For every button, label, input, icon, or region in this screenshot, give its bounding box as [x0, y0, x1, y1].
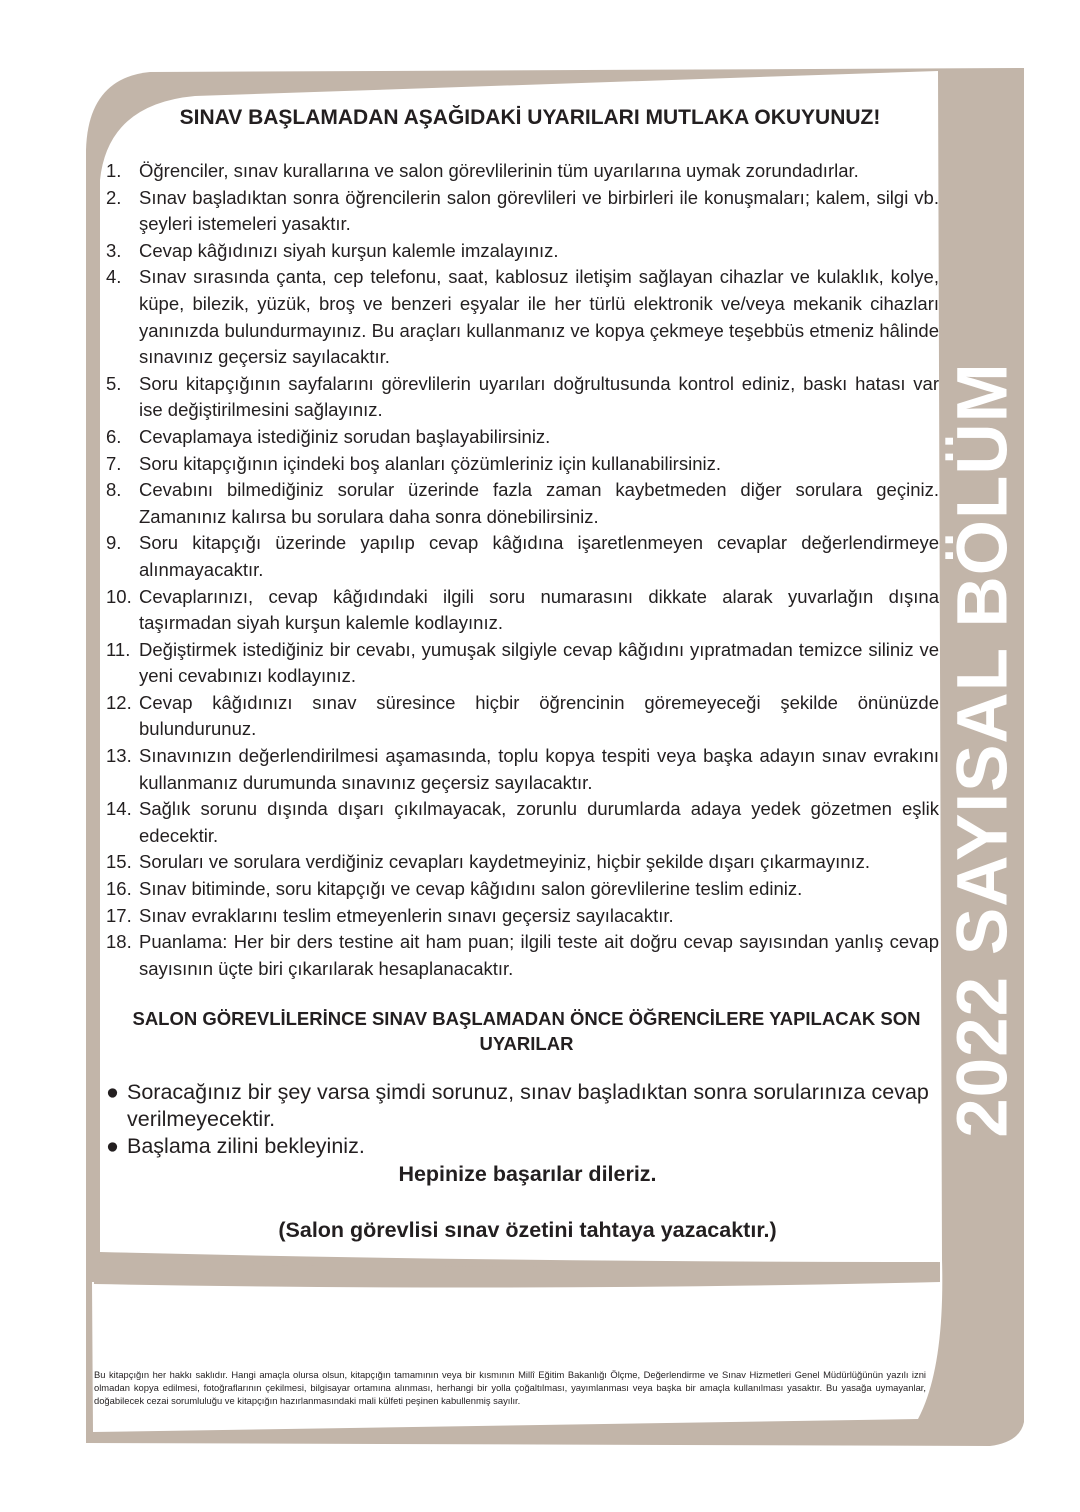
rule-item [106, 185, 939, 238]
rules-list [106, 158, 939, 982]
rule-item [106, 849, 939, 876]
rule-text: Sınav bitiminde, soru kitapçığı ve cevap kâğıdını salon görevlilerine teslim ediniz. [139, 878, 803, 900]
rule-item [106, 584, 939, 637]
final-warnings-heading: SALON GÖREVLİLERİNCE SINAV BAŞLAMADAN ÖNCE ÖĞRENCİLERE YAPILACAK SON UYARILAR [132, 1008, 921, 1054]
final-warnings-list [106, 1079, 936, 1160]
bullet-icon: ● [106, 1134, 119, 1158]
rule-number: 17. [106, 904, 132, 926]
rule-text: Sağlık sorunu dışında dışarı çıkılmayacak, zorunlu durumlarda adaya yedek gözetmen eşlik edecektir. [139, 798, 939, 846]
rule-item [106, 690, 939, 743]
rule-item [106, 876, 939, 903]
rule-number: 13. [106, 745, 132, 767]
rule-item [106, 796, 939, 849]
rule-item [106, 238, 939, 265]
rule-number: 1. [106, 160, 122, 181]
rule-number: 11. [106, 638, 131, 660]
rule-item [106, 743, 939, 796]
rule-number: 10. [106, 585, 132, 607]
rule-item [106, 264, 939, 370]
side-title: 2022 SAYISAL BÖLÜM [943, 362, 1023, 1138]
rule-number: 4. [106, 266, 122, 288]
rule-text: Sınavınızın değerlendirilmesi aşamasında, toplu kopya tespiti veya başka adayın sınav evrakını kullanmanız durumunda sınavınız geçersiz sayılacaktır. [139, 745, 939, 793]
rule-text: Öğrenciler, sınav kurallarına ve salon görevlilerinin tüm uyarılarına uymak zorundadırlar. [139, 160, 859, 181]
rule-text: Cevap kâğıdınızı siyah kurşun kalemle imzalayınız. [139, 239, 559, 261]
rule-number: 18. [106, 931, 132, 953]
rule-number: 16. [106, 878, 132, 900]
rule-item [106, 477, 939, 530]
rule-number: 15. [106, 851, 132, 873]
bullet-icon: ● [106, 1080, 119, 1104]
rule-text: Değiştirmek istediğiniz bir cevabı, yumuşak silgiyle cevap kâğıdını yıpratmadan temizce siliniz ve yeni cevabınızı kodlayınız. [139, 638, 939, 687]
rule-item [106, 424, 939, 451]
rule-text: Cevaplarınızı, cevap kâğıdındaki ilgili soru numarasını dikkate alarak yuvarlağın dışına taşırmadan siyah kurşun kalemle kodlayınız. [139, 585, 939, 634]
rule-number: 6. [106, 425, 122, 447]
rule-text: Soru kitapçığının içindeki boş alanları çözümleriniz için kullanabilirsiniz. [139, 452, 721, 474]
rule-text: Soru kitapçığının sayfalarını görevlilerin uyarıları doğrultusunda kontrol ediniz, baskı hatası var ise değiştirilmesini sağlayınız. [139, 372, 939, 421]
final-warning-text: Soracağınız bir şey varsa şimdi sorunuz, sınav başladıktan sonra sorularınıza cevap verilmeyecektir. [127, 1080, 929, 1131]
rule-text: Soru kitapçığı üzerinde yapılıp cevap kâğıdına işaretlenmeyen cevaplar değerlendirmeye alınmayacaktır. [139, 532, 939, 580]
rule-number: 5. [106, 372, 122, 394]
rule-text: Puanlama: Her bir ders testine ait ham puan; ilgili teste ait doğru cevap sayısından yanlış cevap sayısının üçte biri çıkarılarak hesaplanacaktır. [139, 931, 939, 979]
final-warning-item [106, 1079, 936, 1133]
rule-number: 3. [106, 239, 122, 261]
copyright-notice: Bu kitapçığın her hakkı saklıdır. Hangi amaçla olursa olsun, kitapçığın tamamının veya bir kısmının Millî Eğitim Bakanlığı Ölçme, Değerlendirme ve Sınav Hizmetleri Genel Müdürlüğünün yazılı izni olmadan kopya edilmesi, fotoğraflarının çekilmesi, bilgisayar ortamına alınması, herhangi bir yolla çoğaltılması, yayımlanması veya başka bir amaçla kullanılması yasaktır. Bu yasağa uymayanlar, doğabilecek cezai sorumluluğu ve kitapçığın hazırlanmasındaki mali külfeti peşinen kabullenmiş sayılır. [94, 1369, 926, 1406]
rule-text: Sınav evraklarını teslim etmeyenlerin sınavı geçersiz sayılacaktır. [139, 904, 674, 926]
rule-number: 7. [106, 452, 122, 474]
final-warning-text: Başlama zilini bekleyiniz. [127, 1134, 365, 1158]
final-warning-item [106, 1133, 936, 1160]
page-title: SINAV BAŞLAMADAN AŞAĞIDAKİ UYARILARI MUTLAKA OKUYUNUZ! [179, 106, 881, 129]
rule-text: Sınav başladıktan sonra öğrencilerin salon görevlileri ve birbirleri ile konuşmaları; kalem, silgi vb. şeyleri istemeleri yasaktır. [139, 186, 939, 235]
rule-item [106, 929, 939, 982]
rule-number: 9. [106, 532, 122, 554]
rule-item [106, 158, 939, 185]
rule-item [106, 451, 939, 478]
rule-number: 14. [106, 798, 132, 820]
rule-number: 2. [106, 186, 122, 208]
rule-text: Soruları ve sorulara verdiğiniz cevapları kaydetmeyiniz, hiçbir şekilde dışarı çıkarmayınız. [139, 851, 871, 873]
rule-item [106, 530, 939, 583]
rule-text: Cevaplamaya istediğiniz sorudan başlayabilirsiniz. [139, 425, 551, 447]
rule-number: 8. [106, 479, 122, 501]
rule-item [106, 903, 939, 930]
proctor-note: (Salon görevlisi sınav özetini tahtaya yazacaktır.) [278, 1218, 777, 1242]
rule-item [106, 637, 939, 690]
rule-text: Sınav sırasında çanta, cep telefonu, saat, kablosuz iletişim sağlayan cihazlar ve kulaklık, kolye, küpe, bilezik, yüzük, broş ve benzeri eşyalar ile her türlü elektronik ve/veya mekanik cihazları yanınızda bulundurmayınız. Bu araçları kullanmanız ve kopya çekmeye teşebbüs etmeniz hâlinde sınavınız geçersiz sayılacaktır. [139, 266, 939, 368]
rule-text: Cevap kâğıdınızı sınav süresince hiçbir öğrencinin göremeyeceği şekilde önünüzde bulundurunuz. [139, 691, 939, 740]
good-luck-message: Hepinize başarılar dileriz. [398, 1162, 657, 1186]
rule-item [106, 371, 939, 424]
rule-number: 12. [106, 691, 132, 713]
rule-text: Cevabını bilmediğiniz sorular üzerinde fazla zaman kaybetmeden diğer sorulara geçiniz. Zamanınız kalırsa bu sorulara daha sonra dönebilirsiniz. [139, 479, 939, 527]
